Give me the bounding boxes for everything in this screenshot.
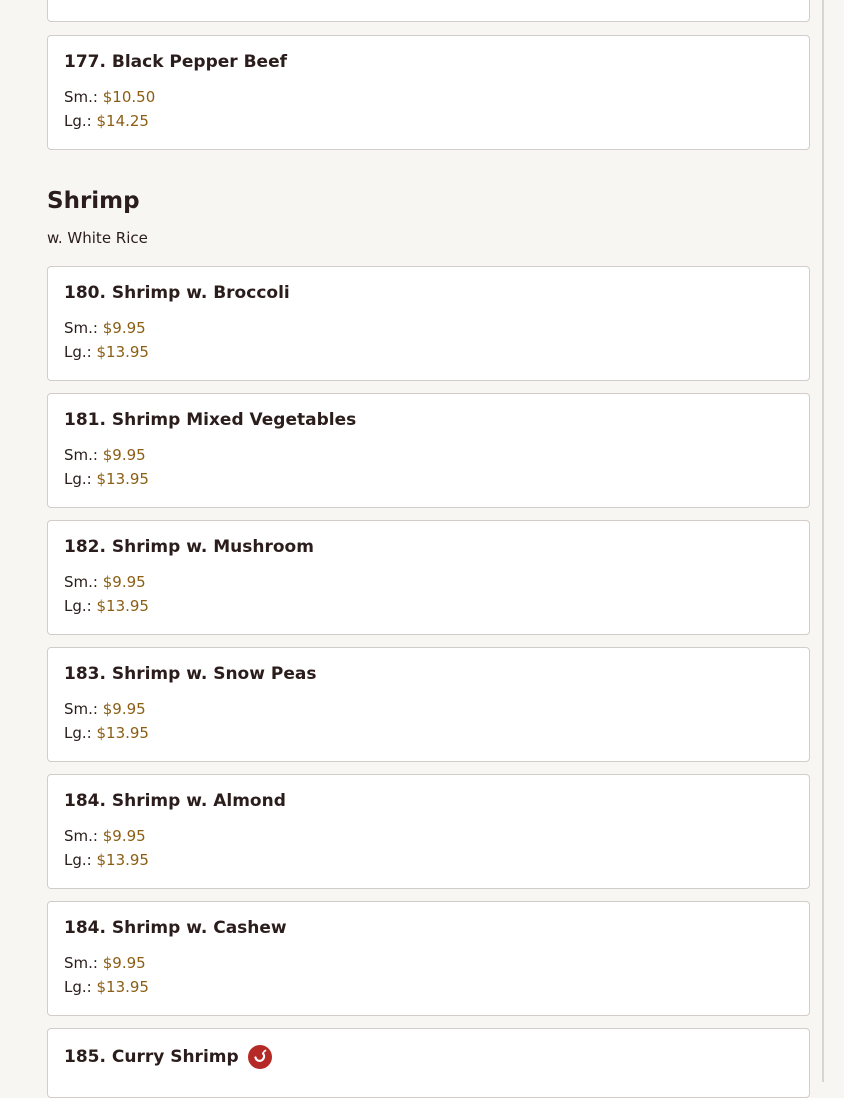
- menu-item-card[interactable]: [47, 901, 810, 1016]
- large-price-row: [64, 112, 149, 130]
- small-price-row: [64, 319, 146, 337]
- large-price: $14.25: [96, 112, 149, 130]
- small-price: $9.95: [102, 827, 146, 845]
- small-label: Sm.:: [64, 319, 98, 337]
- large-label: Lg.:: [64, 851, 92, 869]
- menu-item-title: 181. Shrimp Mixed Vegetables: [64, 410, 357, 430]
- small-label: Sm.:: [64, 446, 98, 464]
- large-label: Lg.:: [64, 470, 92, 488]
- section-subtitle: w. White Rice: [47, 229, 148, 247]
- small-label: Sm.:: [64, 827, 98, 845]
- large-price: $13.95: [96, 597, 149, 615]
- small-price-row: [64, 827, 146, 845]
- menu-item-title: 184. Shrimp w. Cashew: [64, 918, 287, 938]
- menu-item-title-row: [64, 1045, 272, 1069]
- small-label: Sm.:: [64, 954, 98, 972]
- large-price-row: [64, 851, 149, 869]
- small-label: Sm.:: [64, 700, 98, 718]
- menu-item-card[interactable]: [47, 520, 810, 635]
- large-label: Lg.:: [64, 343, 92, 361]
- menu-item-title: 177. Black Pepper Beef: [64, 52, 287, 72]
- menu-item-card[interactable]: [47, 774, 810, 889]
- spicy-pepper-icon: [248, 1045, 272, 1069]
- small-label: Sm.:: [64, 573, 98, 591]
- large-price-row: [64, 978, 149, 996]
- small-price-row: [64, 954, 146, 972]
- large-price: $13.95: [96, 978, 149, 996]
- large-price: $13.95: [96, 343, 149, 361]
- small-price-row: [64, 446, 146, 464]
- menu-item-card[interactable]: [47, 266, 810, 381]
- large-price-row: [64, 470, 149, 488]
- menu-item-card[interactable]: [47, 393, 810, 508]
- menu-item-title: 184. Shrimp w. Almond: [64, 791, 286, 811]
- small-price: $9.95: [102, 446, 146, 464]
- large-price: $13.95: [96, 724, 149, 742]
- small-price: $10.50: [102, 88, 156, 106]
- menu-item-title: 180. Shrimp w. Broccoli: [64, 283, 290, 303]
- menu-item-card[interactable]: [47, 1028, 810, 1098]
- large-label: Lg.:: [64, 978, 92, 996]
- small-label: Sm.:: [64, 88, 98, 106]
- scroll-divider: [822, 0, 824, 1082]
- small-price: $9.95: [102, 573, 146, 591]
- large-price-row: [64, 724, 149, 742]
- large-label: Lg.:: [64, 597, 92, 615]
- menu-item-card-partial[interactable]: [47, 0, 810, 22]
- small-price: $9.95: [102, 700, 146, 718]
- large-label: Lg.:: [64, 724, 92, 742]
- small-price-row: [64, 573, 146, 591]
- small-price-row: [64, 700, 146, 718]
- large-label: Lg.:: [64, 112, 92, 130]
- menu-item-card[interactable]: [47, 35, 810, 150]
- menu-item-title: 185. Curry Shrimp: [64, 1047, 239, 1067]
- large-price: $13.95: [96, 470, 149, 488]
- menu-item-title: 183. Shrimp w. Snow Peas: [64, 664, 317, 684]
- large-price: $13.95: [96, 851, 149, 869]
- small-price: $9.95: [102, 319, 146, 337]
- large-price-row: [64, 597, 149, 615]
- menu-item-title: 182. Shrimp w. Mushroom: [64, 537, 314, 557]
- small-price: $9.95: [102, 954, 146, 972]
- large-price-row: [64, 343, 149, 361]
- menu-item-card[interactable]: [47, 647, 810, 762]
- section-title: Shrimp: [47, 188, 140, 214]
- small-price-row: [64, 88, 155, 106]
